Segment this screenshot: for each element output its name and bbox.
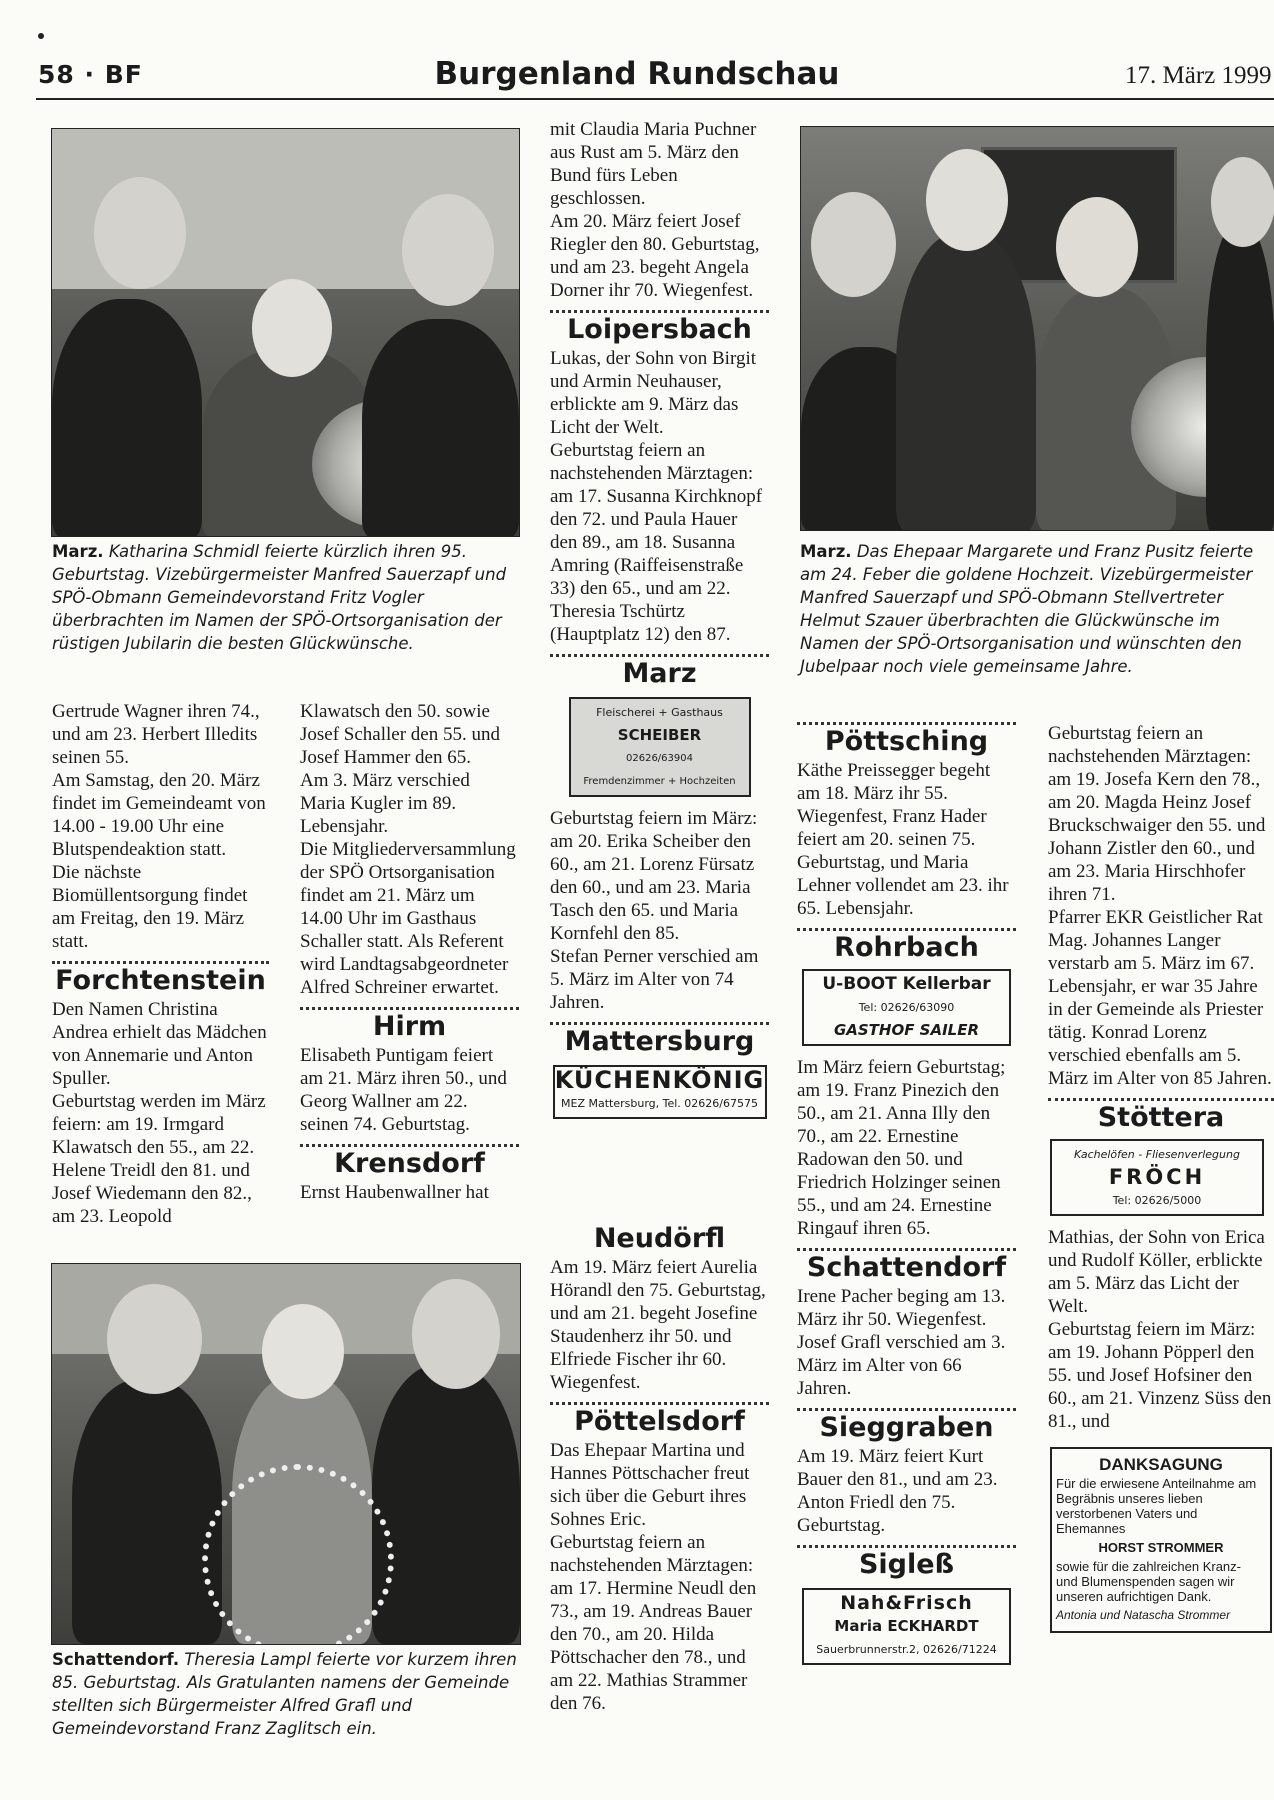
section-heading: Forchtenstein xyxy=(55,965,266,996)
article-text: Am 3. März verschied Maria Kugler im 89. Lebensjahr. xyxy=(300,770,470,837)
photo-marz-jubilarin xyxy=(51,128,520,537)
header-rule xyxy=(36,98,1274,100)
article-text: Die nächste Biomüllentsorgung findet am Freitag, den 19. März statt. xyxy=(52,862,248,952)
article-text: Am 20. März feiert Josef Riegler den 80. Geburtstag, und am 23. begeht Angela Dorner ihr 70. Wiegenfest. xyxy=(550,211,760,301)
article-text: Das Ehepaar Martina und Hannes Pöttschacher freut sich über die Geburt ihres Sohnes Eric. xyxy=(550,1440,750,1530)
photo-caption xyxy=(800,540,1266,678)
section-heading: Pöttelsdorf xyxy=(574,1406,745,1437)
ad-line: SCHEIBER xyxy=(617,726,702,744)
article-text: Am 19. März feiert Aurelia Hörandl den 75. Geburtstag, und am 21. begeht Josefine Staudenherz ihr 50. und Elfriede Fischer ihr 60. Wiegenfest. xyxy=(550,1257,766,1393)
article-text: Gertrude Wagner ihren 74., und am 23. Herbert Illedits seinen 55. xyxy=(52,701,260,768)
article-text: Geburtstag feiern an nachstehenden Märztagen: am 17. Hermine Neudl den 73., am 19. Andreas Bauer den 70., am 20. Hilda Pöttschacher den 78., und am 22. Mathias Strammer den 76. xyxy=(550,1532,757,1714)
article-text: Am 19. März feiert Kurt Bauer den 81., und am 23. Anton Friedl den 75. Geburtstag. xyxy=(797,1446,998,1536)
section-heading: Loipersbach xyxy=(567,314,752,345)
section-heading: Hirm xyxy=(372,1011,447,1042)
article-text: Josef Grafl verschied am 3. März im Alter von 66 Jahren. xyxy=(797,1332,1006,1399)
column-f xyxy=(1048,722,1274,1633)
corner-mark xyxy=(38,33,44,39)
article-text: Mathias, der Sohn von Erica und Rudolf Köller, erblickte am 5. März das Licht der Welt. xyxy=(1048,1227,1265,1317)
article-text: Geburtstag feiern an nachstehenden Märztagen: am 19. Josefa Kern den 78., am 20. Magda Heinz Josef Bruckschwaiger den 55. und Johann Zistler den 60., und am 23. Maria Hirschhofer ihren 71. xyxy=(1048,723,1266,905)
ad-line: Fremdenzimmer + Hochzeiten xyxy=(583,776,736,787)
article-text: Am Samstag, den 20. März findet im Gemeindeamt von 14.00 - 19.00 Uhr eine Blutspendeaktion statt. xyxy=(52,770,266,860)
caption-place: Marz. xyxy=(52,542,104,561)
ad-line: MEZ Mattersburg, Tel. 02626/67575 xyxy=(561,1097,758,1110)
ad-line: GASTHOF SAILER xyxy=(833,1021,980,1039)
article-text: Käthe Preissegger begeht am 18. März ihr 55. Wiegenfest, Franz Hader feiert am 20. seinen 75. Geburtstag, und Maria Lehner vollendet am 23. ihr 65. Lebensjahr. xyxy=(797,760,1009,919)
ad-line: Sauerbrunnerstr.2, 02626/71224 xyxy=(816,1643,997,1656)
article-text: Elisabeth Puntigam feiert am 21. März ihren 50., und Georg Wallner am 22. seinen 74. Geburtstag. xyxy=(300,1045,507,1135)
column-a xyxy=(52,700,269,1228)
ad-froech xyxy=(1050,1139,1264,1216)
section-heading: Sieggraben xyxy=(819,1412,994,1443)
ad-line: Kachelöfen - Fliesenverlegung xyxy=(1074,1148,1240,1161)
article-text: Stefan Perner verschied am 5. März im Alter von 74 Jahren. xyxy=(550,946,759,1013)
column-b xyxy=(300,700,519,1204)
issue-date: 17. März 1999 xyxy=(1125,62,1272,89)
ad-line: Fleischerei + Gasthaus xyxy=(596,706,723,719)
column-c xyxy=(550,118,769,1119)
section-heading: Marz xyxy=(622,658,697,689)
section-heading: Schattendorf xyxy=(806,1252,1007,1283)
notice-danksagung xyxy=(1050,1447,1272,1633)
notice-signature: Antonia und Natascha Strommer xyxy=(1056,1608,1231,1622)
article-text: Lukas, der Sohn von Birgit und Armin Neuhauser, erblickte am 9. März das Licht der Welt. xyxy=(550,348,757,438)
caption-text: Das Ehepaar Margarete und Franz Pusitz feierte am 24. Feber die goldene Hochzeit. Vizebürgermeister Manfred Sauerzapf und SPÖ-Obmann Stellvertreter Helmut Szauer überbrachten die Glückwünsche im Namen der SPÖ-Ortsorganisation und wünschten den Jubelpaar noch viele gemeinsame Jahre. xyxy=(800,542,1254,676)
section-heading: Pöttsching xyxy=(824,726,989,757)
photo-marz-goldene-hochzeit xyxy=(800,126,1274,531)
ad-scheiber xyxy=(569,697,751,797)
ad-line: U-BOOT Kellerbar xyxy=(822,974,991,994)
section-heading: Krensdorf xyxy=(334,1148,485,1179)
ad-line: 02626/63904 xyxy=(626,753,693,764)
article-text: Geburtstag feiern im März: am 19. Johann Pöpperl den 55. und Josef Hofsiner den 60., am 21. Vinzenz Süss den 81., und xyxy=(1048,1319,1272,1432)
ad-line: Maria ECKHARDT xyxy=(834,1617,979,1635)
section-heading: Stöttera xyxy=(1097,1102,1225,1133)
column-e xyxy=(797,722,1016,1665)
caption-place: Marz. xyxy=(800,542,852,561)
article-text: Ernst Haubenwallner hat xyxy=(300,1182,489,1203)
article-text: Im März feiern Geburtstag; am 19. Franz Pinezich den 50., am 21. Anna Illy den 70., am 22. Ernestine Radowan den 50. und Friedrich Holzinger seinen 55., und am 24. Ernestine Ringauf ihren 65. xyxy=(797,1057,1006,1239)
ad-line: FRÖCH xyxy=(1108,1165,1206,1189)
notice-text: sowie für die zahlreichen Kranz- und Blumenspenden sagen wir unseren aufrichtigen Dank. xyxy=(1056,1559,1241,1604)
article-text: mit Claudia Maria Puchner aus Rust am 5. März den Bund fürs Leben geschlossen. xyxy=(550,119,757,209)
ad-uboot-kellerbar xyxy=(802,969,1011,1046)
article-text: Geburtstag werden im März feiern: am 19. Irmgard Klawatsch den 55., am 22. Helene Treidl den 81. und Josef Wiedemann den 82., am 23. Leopold xyxy=(52,1091,266,1227)
newspaper-title: Burgenland Rundschau xyxy=(434,56,840,92)
photo-schattendorf xyxy=(51,1263,521,1645)
ad-line: KÜCHENKÖNIG xyxy=(554,1066,765,1094)
notice-text: Für die erwiesene Anteilnahme am Begräbnis unseres lieben verstorbenen Vaters und Ehemannes xyxy=(1056,1476,1257,1536)
article-text: Geburtstag feiern im März: am 20. Erika Scheiber den 60., am 21. Lorenz Fürsatz den 60., und am 23. Maria Tasch den 65. und Maria Kornfehl den 85. xyxy=(550,808,758,944)
notice-title: DANKSAGUNG xyxy=(1099,1455,1223,1474)
article-text: Irene Pacher beging am 13. März ihr 50. Wiegenfest. xyxy=(797,1286,1006,1330)
column-d xyxy=(550,1222,769,1715)
ad-line: Tel: 02626/63090 xyxy=(858,1001,955,1014)
ad-kuechenkoenig xyxy=(553,1065,767,1119)
article-text: Den Namen Christina Andrea erhielt das Mädchen von Annemarie und Anton Spuller. xyxy=(52,999,267,1089)
photo-caption xyxy=(52,540,518,655)
article-text: Geburtstag feiern an nachstehenden Märztagen: am 17. Susanna Kirchknopf den 72. und Paula Hauer den 89., am 18. Susanna Amring (Raiffeisenstraße 33) den 65., und am 22. Theresia Tschürtz (Hauptplatz 12) den 87. xyxy=(550,440,763,645)
ad-line: Tel: 02626/5000 xyxy=(1112,1194,1202,1207)
article-text: Die Mitgliederversammlung der SPÖ Ortsorganisation findet am 21. März um 14.00 Uhr im Gasthaus Schaller statt. Als Referent wird Landtagsabgeordneter Alfred Schreiner erwartet. xyxy=(300,839,516,998)
section-heading: Mattersburg xyxy=(564,1026,755,1057)
page-number: 58 · BF xyxy=(38,60,143,89)
caption-place: Schattendorf. xyxy=(52,1650,180,1669)
ad-nah-frisch xyxy=(802,1588,1011,1665)
article-text: Klawatsch den 50. sowie Josef Schaller den 55. und Josef Hammer den 65. xyxy=(300,701,500,768)
photo-caption xyxy=(52,1648,518,1740)
notice-name: HORST STROMMER xyxy=(1098,1540,1224,1555)
section-heading: Neudörfl xyxy=(593,1223,726,1254)
section-heading: Sigleß xyxy=(858,1549,954,1580)
ad-line: Nah&Frisch xyxy=(840,1592,973,1614)
section-heading: Rohrbach xyxy=(834,932,979,963)
caption-text: Katharina Schmidl feierte kürzlich ihren 95. Geburtstag. Vizebürgermeister Manfred Sauerzapf und SPÖ-Obmann Gemeindevorstand Fritz Vogler überbrachten im Namen der SPÖ-Ortsorganisation der rüstigen Jubilarin die besten Glückwünsche. xyxy=(52,542,507,653)
caption-text: Theresia Lampl feierte vor kurzem ihren 85. Geburtstag. Als Gratulanten namens der Gemeinde stellten sich Bürgermeister Alfred Grafl und Gemeindevorstand Franz Zaglitsch ein. xyxy=(52,1650,517,1738)
article-text: Pfarrer EKR Geistlicher Rat Mag. Johannes Langer verstarb am 5. März im 67. Lebensjahr, er war 35 Jahre in der Gemeinde als Priester tätig. Konrad Lorenz verschied ebenfalls am 5. März im Alter von 85 Jahren. xyxy=(1048,907,1272,1089)
